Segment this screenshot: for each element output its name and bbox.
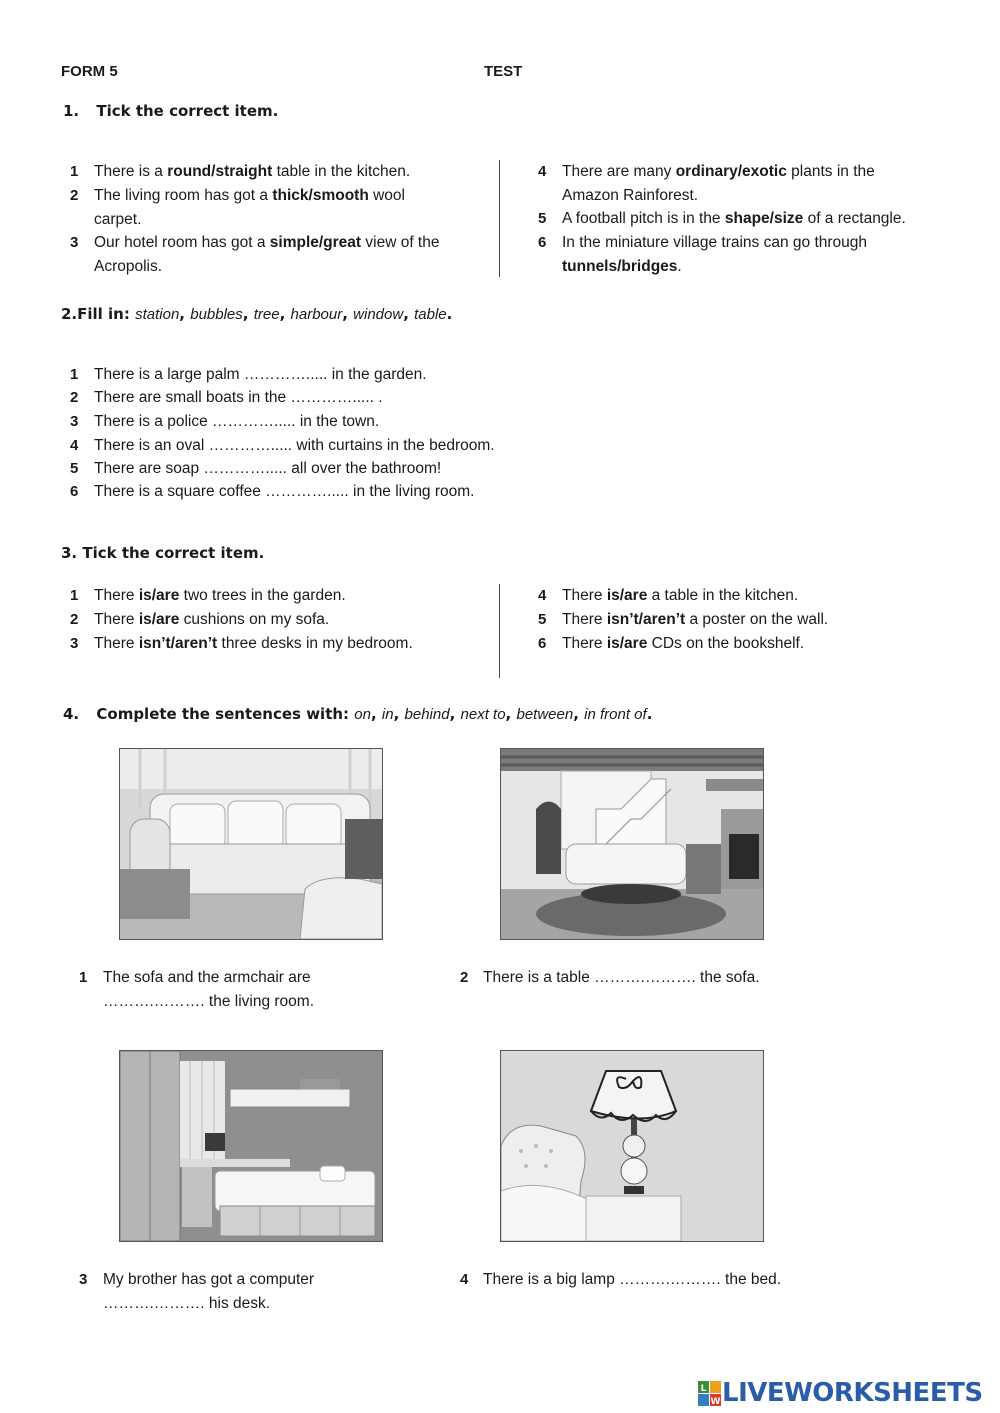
s2-item4-number: 4 (70, 437, 79, 454)
s2-word-5: window (353, 306, 404, 323)
section4-number: 4. (63, 705, 80, 723)
s1-item4-number: 4 (538, 163, 547, 180)
s2-word-4: harbour (290, 306, 343, 323)
s4-word-3: behind (404, 706, 450, 723)
s2-item6-number: 6 (70, 483, 79, 500)
liveworksheets-logo (698, 1378, 994, 1409)
section4-title-text: Complete the sentences with: (96, 705, 350, 723)
s2-word-2: bubbles (190, 306, 243, 323)
section2-title: 2.Fill in: station, bubbles, tree, harbour, window, table. (61, 305, 453, 323)
s4-item1-line2: ……….………. the living room. (103, 993, 315, 1010)
s2-item2-number: 2 (70, 389, 79, 406)
s3-item3-text: There isn’t/aren’t three desks in my bedroom. (94, 635, 413, 652)
s2-item1-text: There is a large palm …………..... in the garden. (94, 366, 427, 383)
s4-item4-number: 4 (460, 1271, 469, 1288)
s4-item1-number: 1 (79, 969, 88, 986)
s4-item1-line1: The sofa and the armchair are (103, 969, 311, 986)
bedroom-desk-image (119, 1050, 383, 1242)
s1-item2-text: The living room has got a thick/smooth wool carpet. (94, 187, 405, 228)
s3-item4-text: There is/are a table in the kitchen. (562, 587, 799, 604)
s2-item2-text: There are small boats in the …………..... . (94, 389, 383, 406)
section1-title-text: Tick the correct item. (96, 102, 279, 120)
s3-item5-text: There isn’t/aren’t a poster on the wall. (562, 611, 829, 628)
liveworksheets-logo-icon (698, 1381, 722, 1407)
s3-item1-text: There is/are two trees in the garden. (94, 587, 346, 604)
s4-word-4: next to (460, 706, 506, 723)
s3-item5-number: 5 (538, 611, 547, 628)
s2-word-1: station (135, 306, 180, 323)
section2-title-text: 2.Fill in: (61, 305, 130, 323)
s2-item3-number: 3 (70, 413, 79, 430)
form-label: FORM 5 (61, 63, 118, 80)
s1-item2-number: 2 (70, 187, 79, 204)
s1-item3-number: 3 (70, 234, 79, 251)
s1-item1-text: There is a round/straight table in the kitchen. (94, 163, 411, 180)
section3-title: 3. Tick the correct item. (61, 544, 265, 562)
lamp-bed-image (500, 1050, 764, 1242)
s3-item2-number: 2 (70, 611, 79, 628)
s4-item4-line1: There is a big lamp ……….………. the bed. (483, 1271, 782, 1288)
column-divider-3 (499, 584, 500, 678)
test-label: TEST (484, 63, 523, 80)
logo-tile-l: L (700, 1384, 707, 1394)
s3-item2-text: There is/are cushions on my sofa. (94, 611, 330, 628)
s2-item3-text: There is a police …………..... in the town. (94, 413, 380, 430)
s4-item2-number: 2 (460, 969, 469, 986)
s1-item6-text: In the miniature village trains can go through tunnels/bridges. (562, 234, 868, 275)
section1-number: 1. (63, 102, 80, 120)
section1-title (63, 102, 278, 120)
s1-item1-number: 1 (70, 163, 79, 180)
s4-word-6: in front of (584, 706, 647, 723)
logo-tile-w: W (710, 1397, 721, 1407)
s4-item3-line2: ……….………. his desk. (103, 1295, 271, 1312)
s4-word-5: between (516, 706, 574, 723)
s2-item5-text: There are soap …………..... all over the bathroom! (94, 460, 442, 477)
s1-item5-number: 5 (538, 210, 547, 227)
s3-item6-number: 6 (538, 635, 547, 652)
s2-item4-text: There is an oval …………..... with curtains in the bedroom. (94, 437, 495, 454)
s2-word-6: table (414, 306, 447, 323)
s4-item3-number: 3 (79, 1271, 88, 1288)
living-room-sofa-image (119, 748, 383, 940)
s3-item6-text: There is/are CDs on the bookshelf. (562, 635, 805, 652)
s1-item3-text: Our hotel room has got a simple/great view of the Acropolis. (94, 234, 440, 275)
s2-item1-number: 1 (70, 366, 79, 383)
s1-item5-text: A football pitch is in the shape/size of a rectangle. (562, 210, 906, 227)
s2-item6-text: There is a square coffee …………..... in the living room. (94, 483, 475, 500)
column-divider-1 (499, 160, 500, 277)
s3-item3-number: 3 (70, 635, 79, 652)
s1-item4-text: There are many ordinary/exotic plants in the Amazon Rainforest. (562, 163, 875, 204)
s4-word-2: in (381, 706, 394, 723)
s3-item4-number: 4 (538, 587, 547, 604)
s1-item6-number: 6 (538, 234, 547, 251)
s2-word-3: tree (253, 306, 280, 323)
s4-item3-line1: My brother has got a computer (103, 1271, 315, 1288)
living-room-fireplace-image (500, 748, 764, 940)
section4-title: 4. Complete the sentences with: on, in, behind, next to, between, in front of. (63, 705, 653, 723)
s2-item5-number: 5 (70, 460, 79, 477)
s4-word-1: on (354, 706, 371, 723)
logo-text: LIVEWORKSHEETS (722, 1378, 983, 1408)
s3-item1-number: 1 (70, 587, 79, 604)
s4-item2-line1: There is a table ……….………. the sofa. (483, 969, 760, 986)
